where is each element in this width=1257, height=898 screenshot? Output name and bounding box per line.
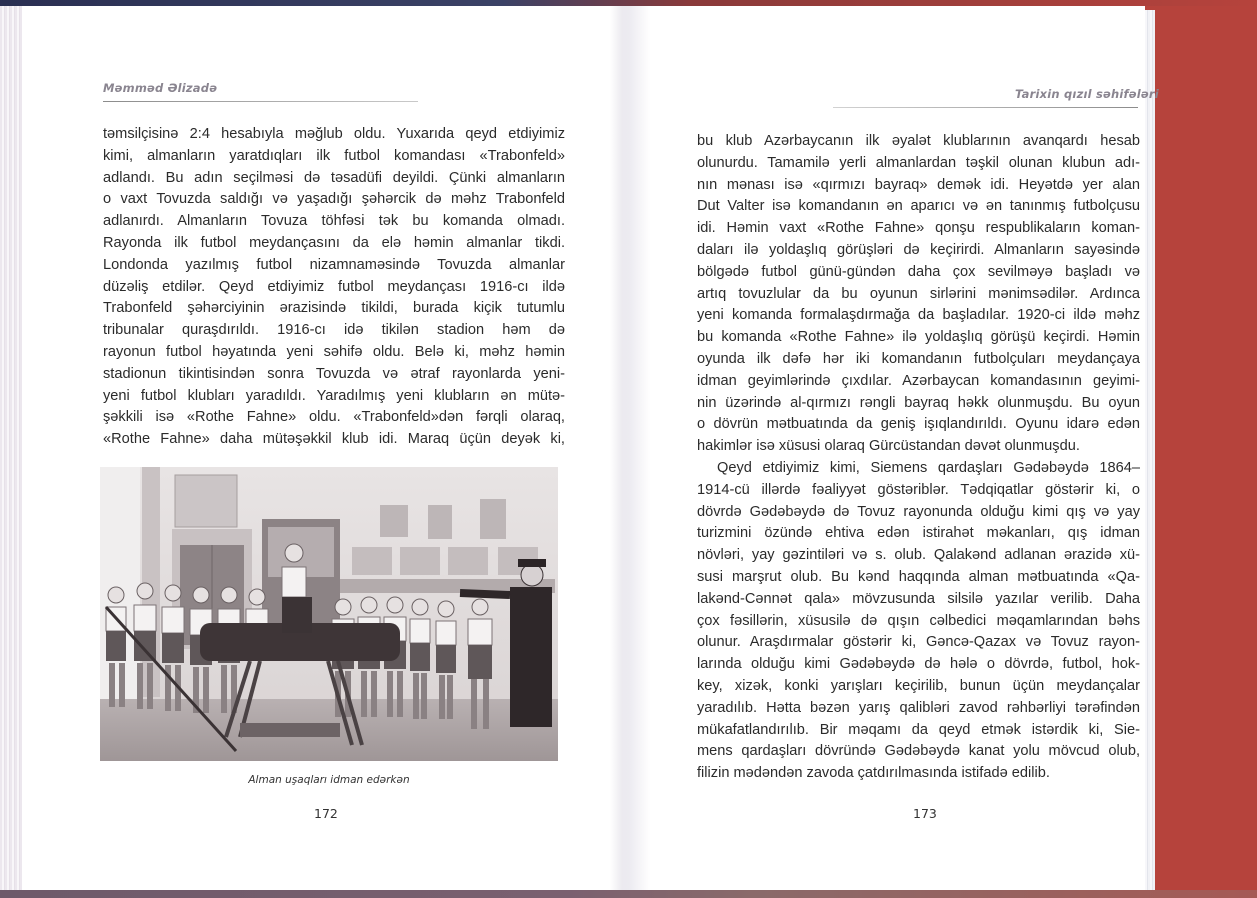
text-line: adlandı. Bu adın seçilməsi də təsadüfi deyildi. Çünki almanların (103, 169, 565, 186)
text-line: turizmini özündə ehtiva edən istirahət məkanları, qış idman (697, 525, 1140, 542)
text-line: Dut Valter isə komandanın ən aparıcı və ən tanınmış futbolçusu (697, 198, 1140, 215)
text-line: olunurdu. Tamamilə yerli almanlardan təşkil olunan klubun adı- (697, 154, 1140, 171)
text-line: düzəliş etdilər. Qeyd etdiyimiz futbol meydançası 1916-cı ildə (103, 278, 565, 295)
text-line: çox fəsillərin, xüsusilə də qışın cəlbedici məqamlarından bəhs (697, 612, 1140, 629)
text-line: adlanırdı. Almanların Tovuza töhfəsi tək bu komanda olmadı. (103, 213, 565, 230)
text-line: nın mənası isə «qırmızı bayraq» demək idi. Heyətdə yer alan (697, 176, 1140, 193)
text-line: təmsilçisinə 2:4 hesabıyla məğlub oldu. Yuxarıda qeyd etdiyimiz (103, 126, 565, 142)
text-line: nin üzərində al-qırmızı rəngli bayraq həkk olunmuşdu. Bu oyun (697, 394, 1140, 411)
left-page-body-text (103, 124, 565, 451)
text-line: larında olduğu kimi Gədəbəydə də hələ o dövrdə, futbol, hok- (697, 656, 1140, 673)
page-number-left: 172 (314, 806, 338, 821)
text-line: o vaxt Tovuzda saldığı və yaşadığı şəhərcik də məhz Trabonfeld (103, 191, 565, 208)
text-line: lakənd-Cənnət qala» mövzusunda silsilə yazılar verilib. Daha (697, 590, 1140, 607)
text-line: Rayonda ilk futbol meydançasını da elə həmin almanlar tikdi. (103, 234, 565, 251)
text-line: hakimlər isə xüsusi olaraq Gürcüstandan dəvət olunmuşdu. (697, 438, 1080, 455)
text-line: key, xizək, konki yarışları keçirilib, bunun üçün meydançalar (697, 677, 1140, 694)
text-line: bölgədə futbol günü-gündən daha çox sevilməyə başladı və (697, 263, 1140, 280)
page-number-right: 173 (913, 806, 937, 821)
text-line: tribunalar quraşdırıldı. 1916-cı idə tikilən stadion həm də (103, 322, 565, 339)
historical-photo (100, 467, 558, 761)
text-line: rayonun futbol həyatında yeni səhifə oldu. Belə ki, məhz həmin (103, 343, 565, 360)
text-line: susi marşrut olub. Bu kənd haqqında alman mətbuatında «Qa- (697, 568, 1140, 585)
text-line: yeni komanda formalaşdırmağa da başladılar. 1920-ci ildə məhz (697, 307, 1140, 324)
text-line: olunur. Araşdırmalar göstərir ki, Gəncə-Qazax və Tovuz rayon- (697, 634, 1140, 651)
text-line: stadionun tikintisindən sonra Tovuzda və ətraf rayonlarda yeni- (103, 365, 565, 382)
text-line: mens qardaşları dövründə Gədəbəydə kanat yolu mövcud olub, (697, 743, 1140, 760)
text-line: Trabonfeld şəhərciyinin ərazisində tikildi, burada kiçik tutumlu (103, 300, 565, 317)
photo-caption: Alman uşaqları idman edərkən (248, 774, 410, 786)
text-line: 1914-cü illərdə fəaliyyət göstəriblər. Tədqiqatlar göstərir ki, o (697, 481, 1140, 498)
text-line: kimi, almanların yaratdıqları ilk futbol komandası «Trabonfeld» (103, 147, 565, 164)
book-cover-bottom-edge (0, 890, 1257, 898)
header-rule-left (103, 101, 418, 102)
text-line: dövrdə Gədəbəydə də Tovuz rayonunda olduğu kimi qış və yay (697, 503, 1140, 520)
running-head-author: Məmməd Əlizadə (103, 81, 218, 95)
running-head-book-title: Tarixin qızıl səhifələri (1015, 87, 1159, 101)
text-line: «Rothe Fahne» daha mütəşəkkil klub idi. Maraq üçün deyək ki, (103, 431, 565, 448)
text-line: o dövrün mətbuatında da geniş işıqlandırıldı. Oyunu idarə edən (697, 416, 1140, 433)
text-line: artıq tovuzlular da bu oyunun sirlərini mənimsədilər. Ardınca (697, 285, 1140, 302)
text-line: bu komanda «Rothe Fahne» ilə yoldaşlıq görüşü keçirdi. Həmin (697, 329, 1140, 346)
text-line: daları ilə yoldaşlıq görüşləri də keçirirdi. Almanların sayəsində (697, 241, 1140, 258)
gymnastics-photo-icon (100, 467, 558, 761)
right-page-body-text (697, 131, 1140, 785)
text-line: idi. Həmin vaxt «Rothe Fahne» qonşu respublikaların koman- (697, 220, 1140, 237)
text-line: mükafatlandırılıb. Bir məqamı da qeyd etmək istərdik ki, Sie- (697, 721, 1140, 738)
text-line: filizin mədəndən zavoda çatdırılmasında istifadə edilib. (697, 765, 1050, 782)
text-line: yaradılıb. Hətta bəzən yarış qalibləri zavod rəhbərliyi tərəfindən (697, 699, 1140, 716)
text-line: Londonda yazılmış futbol nizamnaməsində Tovuzda almanlar (103, 256, 565, 273)
text-line: yeni futbol klubları yaradıldı. Yaradılmış yeni klubların ən mütə- (103, 387, 565, 404)
page-edges-right (1145, 10, 1155, 890)
text-line: idman geyimlərində çıxdılar. Azərbaycan komandasının geyimi- (697, 372, 1140, 389)
header-rule-right (833, 107, 1138, 108)
text-line: şəkkili isə «Rothe Fahne» oldu. «Trabonfeld»dən fərqli olaraq, (103, 409, 565, 426)
text-line: Qeyd etdiyimiz kimi, Siemens qardaşları Gədəbəydə 1864– (717, 459, 1140, 476)
text-line: növləri, yay gəzintiləri və s. olub. Qalakənd adlanan ərazidə xü- (697, 547, 1140, 564)
text-line: bu klub Azərbaycanın ilk əyalət klublarının avanqardı hesab (697, 133, 1140, 149)
text-line: oyunda ilk dəfə hər iki komandanın futbolçuları meydançaya (697, 350, 1140, 367)
